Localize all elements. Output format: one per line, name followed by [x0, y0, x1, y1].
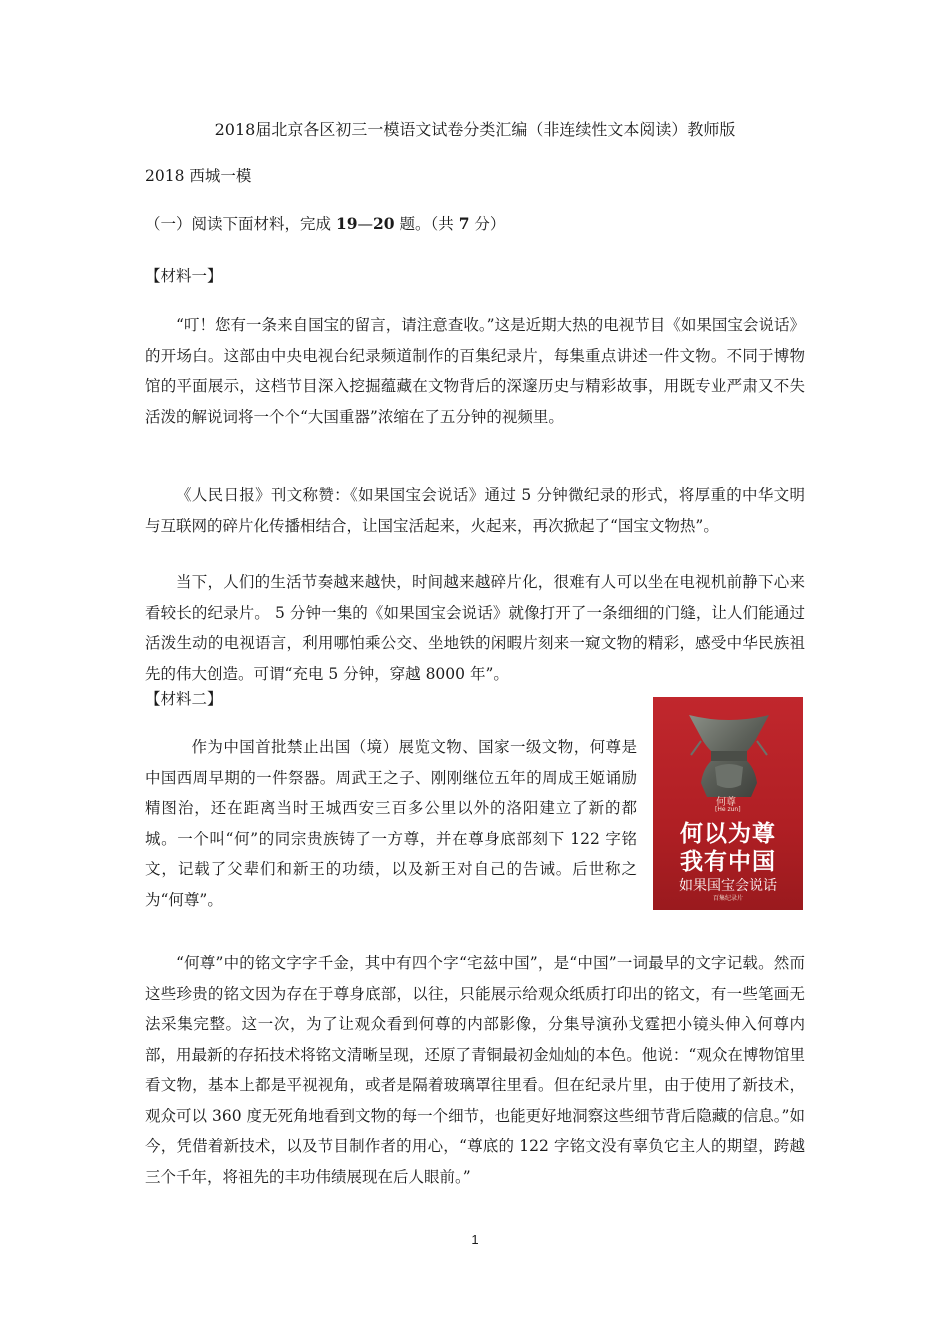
book-series-sub: 百集纪录片	[712, 895, 743, 902]
book-cover-image	[653, 697, 803, 910]
question-end: 20	[373, 214, 395, 233]
material2-heading: 【材料二】	[145, 690, 223, 708]
instruction-post: 分）	[469, 215, 506, 233]
book-headline-2: 我有中国	[680, 848, 776, 875]
material1-paragraph-3: 当下，人们的生活节奏越来越快，时间越来越碎片化，很难有人可以坐在电视机前静下心来看较长的纪录片。 5 分钟一集的《如果国宝会说话》就像打开了一条细细的门缝，让人们能通过活泼生动的电视语言，利用哪怕乘公交、坐地铁的闲暇片刻来一窥文物的精彩，感受中华民族祖先的伟大创造。可谓“充电 5 分钟，穿越 8000 年”。	[145, 573, 805, 683]
document-title: 2018届北京各区初三一模语文试卷分类汇编（非连续性文本阅读）教师版	[214, 120, 736, 139]
section-label: 2018 西城一模	[145, 167, 252, 185]
question-start: 19	[335, 214, 358, 233]
instruction-mid: 题。（共	[394, 215, 459, 233]
material2-paragraph-2: “何尊”中的铭文字字千金，其中有四个字“宅兹中国”，是“中国”一词最早的文字记载。然而这些珍贵的铭文因为存在于尊身底部，以往，只能展示给观众纸质打印出的铭文，有一些笔画无法采集完整。这一次，为了让观众看到何尊的内部影像，分集导演孙戈霆把小镜头伸入何尊内部，用最新的存拓技术将铭文清晰呈现，还原了青铜最初金灿灿的本色。他说：“观众在博物馆里看文物，基本上都是平视视角，或者是隔着玻璃罩往里看。但在纪录片里，由于使用了新技术，观众可以 360 度无死角地看到文物的每一个细节，也能更好地洞察这些细节背后隐藏的信息。”如今，凭借着新技术，以及节目制作者的用心，“尊底的 122 字铭文没有辜负它主人的期望，跨越三个千年，将祖先的丰功伟绩展现在后人眼前。”	[145, 954, 805, 1186]
material1-paragraph-2: 《人民日报》刊文称赞：《如果国宝会说话》通过 5 分钟微纪录的形式，将厚重的中华文明与互联网的碎片化传播相结合，让国宝活起来，火起来，再次掀起了“国宝文物热”。	[145, 486, 805, 535]
book-series-title: 如果国宝会说话	[679, 878, 777, 894]
book-headline-1: 何以为尊	[680, 820, 776, 847]
instruction-pre: （一）阅读下面材料，完成	[145, 215, 336, 233]
instruction-dash: —	[357, 215, 374, 233]
material1-heading: 【材料一】	[145, 267, 223, 285]
book-name-label: 何尊	[716, 797, 736, 808]
book-name-small: [He zun]	[715, 806, 741, 813]
material1-paragraph-1: “叮！您有一条来自国宝的留言，请注意查收。”这是近期大热的电视节目《如果国宝会说话》的开场白。这部由中央电视台纪录频道制作的百集纪录片，每集重点讲述一件文物。不同于博物馆的平面展示，这档节目深入挖掘蕴藏在文物背后的深邃历史与精彩故事，用既专业严肃又不失活泼的解说词将一个个“大国重器”浓缩在了五分钟的视频里。	[145, 316, 805, 426]
material2-paragraph-1: 作为中国首批禁止出国（境）展览文物、国家一级文物，何尊是中国西周早期的一件祭器。周武王之子、刚刚继位五年的周成王姬诵励精图治，还在距离当时王城西安三百多公里以外的洛阳建立了新的都城。一个叫“何”的同宗贵族铸了一方尊，并在尊身底部刻下 122 字铭文，记载了父辈们和新王的功绩，以及新王对自己的告诫。后世称之为“何尊”。	[145, 738, 637, 909]
bronze-zun-vessel-icon	[681, 711, 777, 799]
page-number: 1	[471, 1232, 479, 1247]
total-points: 7	[458, 214, 470, 233]
instruction-line	[145, 212, 505, 236]
